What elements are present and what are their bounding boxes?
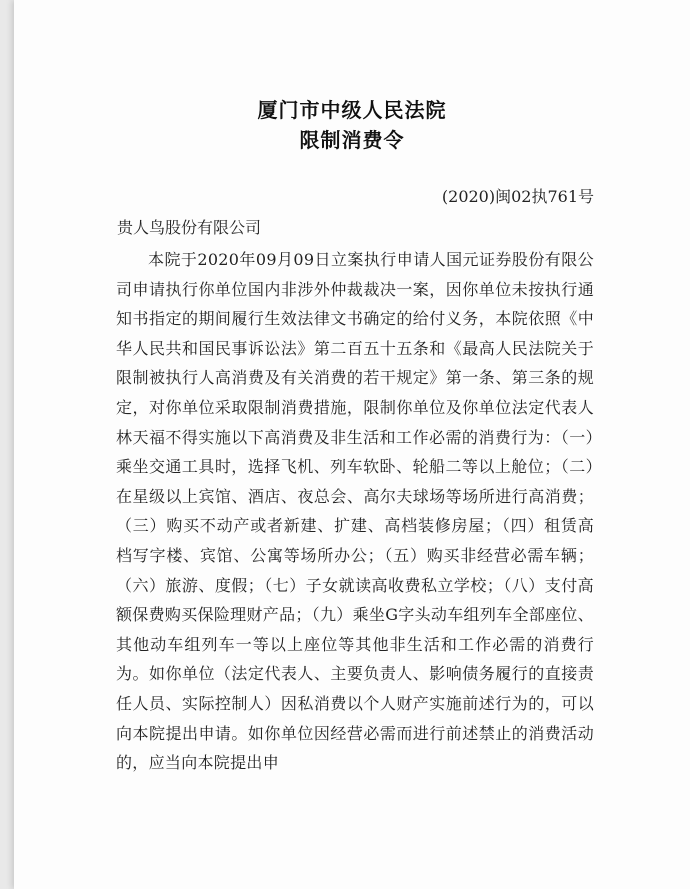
court-name: 厦门市中级人民法院 <box>257 98 447 122</box>
document-type: 限制消费令 <box>299 128 405 152</box>
addressee: 贵人鸟股份有限公司 <box>117 218 262 237</box>
document-header <box>14 95 690 155</box>
document-page <box>14 0 690 889</box>
body-paragraph: 本院于2020年09月09日立案执行申请人国元证券股份有限公司申请执行你单位国内非涉外仲裁裁决一案，因你单位未按执行通知书指定的期间履行生效法律文书确定的给付义务，本院依照《中华人民共和国民事诉讼法》第二百五十五条和《最高人民法院关于限制被执行人高消费及有关消费的若干规定》第一条、第三条的规定，对你单位采取限制消费措施，限制你单位及你单位法定代表人林天福不得实施以下高消费及非生活和工作必需的消费行为：（一）乘坐交通工具时，选择飞机、列车软卧、轮船二等以上舱位；（二）在星级以上宾馆、酒店、夜总会、高尔夫球场等场所进行高消费；（三）购买不动产或者新建、扩建、高档装修房屋；（四）租赁高档写字楼、宾馆、公寓等场所办公；（五）购买非经营必需车辆；（六）旅游、度假；（七）子女就读高收费私立学校；（八）支付高额保费购买保险理财产品；（九）乘坐G字头动车组列车全部座位、其他动车组列车一等以上座位等其他非生活和工作必需的消费行为。如你单位（法定代表人、主要负责人、影响债务履行的直接责任人员、实际控制人）因私消费以个人财产实施前述行为的，可以向本院提出申请。如你单位因经营必需而进行前述禁止的消费活动的，应当向本院提出申 <box>116 250 594 773</box>
case-number: (2020)闽02执761号 <box>441 187 594 206</box>
